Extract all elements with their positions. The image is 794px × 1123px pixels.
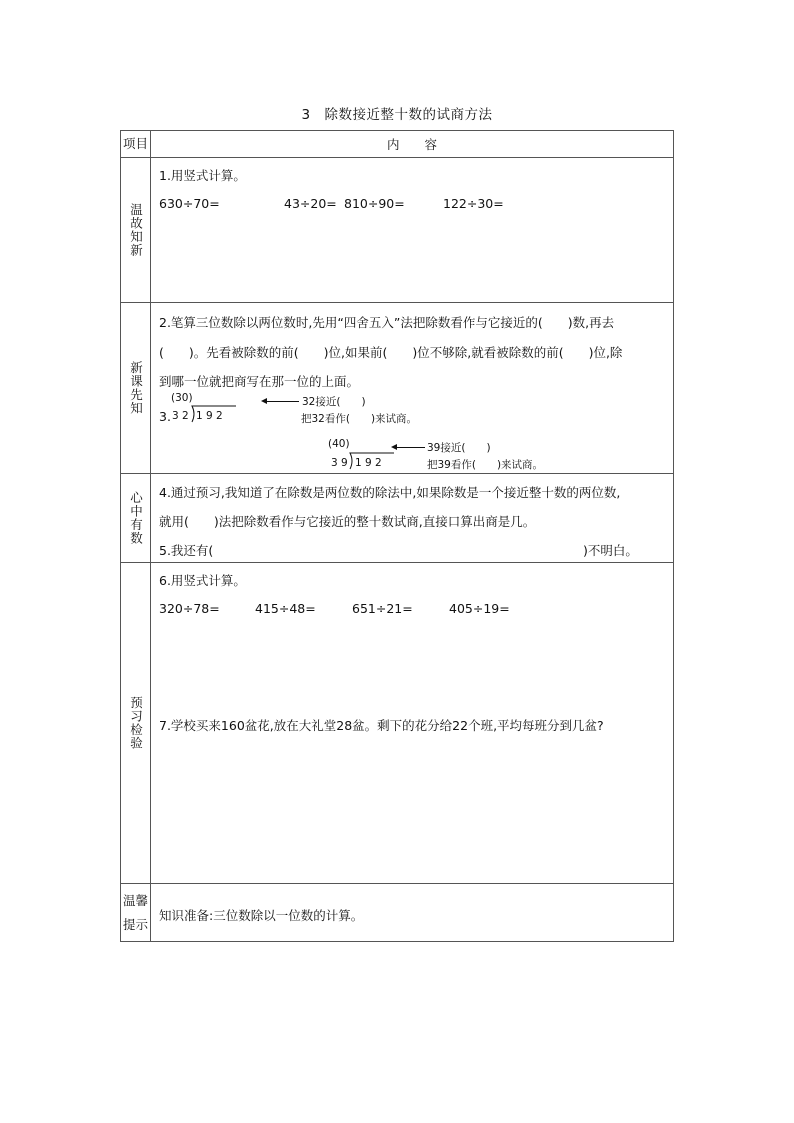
instruction-6: 6.用竖式计算。 bbox=[159, 573, 246, 588]
section-content bbox=[151, 563, 674, 884]
problem: 405÷19= bbox=[449, 601, 510, 616]
example-2-dividend: 1 9 2 bbox=[355, 457, 382, 469]
example-2-divisor: 3 9 bbox=[331, 457, 348, 469]
example-2-note-1: 39接近( ) bbox=[427, 442, 491, 454]
tip-label-line-2: 提示 bbox=[122, 916, 148, 932]
arrowhead-icon bbox=[391, 444, 397, 450]
section-label: 温故知新 bbox=[121, 158, 151, 303]
problem: 320÷78= bbox=[159, 601, 220, 616]
tip-text: 知识准备:三位数除以一位数的计算。 bbox=[159, 908, 364, 923]
arrowhead-icon bbox=[261, 398, 267, 404]
header-item: 项目 bbox=[121, 131, 151, 158]
section-label: 心中有数 bbox=[121, 474, 151, 563]
arrow-icon bbox=[263, 401, 299, 402]
example-1-prefix: 3. bbox=[159, 409, 171, 424]
question-2-line: 到哪一位就把商写在那一位的上面。 bbox=[159, 374, 360, 389]
section-label: 新课先知 bbox=[121, 303, 151, 474]
page-title bbox=[0, 103, 794, 123]
section-tips bbox=[121, 884, 674, 942]
section-label bbox=[121, 884, 151, 942]
section-self-check bbox=[121, 474, 674, 563]
question-2-line: 2.笔算三位数除以两位数时,先用“四舍五入”法把除数看作与它接近的( )数,再去 bbox=[159, 315, 615, 330]
header-content: 内 容 bbox=[151, 131, 674, 158]
question-4-line: 4.通过预习,我知道了在除数是两位数的除法中,如果除数是一个接近整十数的两位数, bbox=[159, 485, 621, 500]
question-2-line: ( )。先看被除数的前( )位,如果前( )位不够除,就看被除数的前( )位,除 bbox=[159, 345, 623, 360]
question-4-line: 就用( )法把除数看作与它接近的整十数试商,直接口算出商是几。 bbox=[159, 514, 536, 529]
section-new-lesson bbox=[121, 303, 674, 474]
example-1-note-1: 32接近( ) bbox=[302, 396, 366, 408]
arrow-icon bbox=[393, 447, 425, 448]
section-label: 预习检验 bbox=[121, 563, 151, 884]
question-7: 7.学校买来160盆花,放在大礼堂28盆。剩下的花分给22个班,平均每班分到几盆? bbox=[159, 718, 604, 733]
problem: 630÷70= bbox=[159, 196, 220, 211]
section-preview-test bbox=[121, 563, 674, 884]
problem: 651÷21= bbox=[352, 601, 413, 616]
title-text: 除数接近整十数的试商方法 bbox=[324, 107, 493, 123]
section-content bbox=[151, 158, 674, 303]
tip-label-line-1: 温馨 bbox=[122, 892, 148, 908]
problem: 415÷48= bbox=[255, 601, 316, 616]
table-header-row bbox=[121, 131, 674, 158]
example-2-note-2: 把39看作( )来试商。 bbox=[427, 459, 544, 471]
example-1-divisor: 3 2 bbox=[172, 410, 189, 422]
problem: 43÷20= bbox=[284, 196, 337, 211]
example-1-note-2: 把32看作( )来试商。 bbox=[301, 413, 418, 425]
section-content bbox=[151, 474, 674, 563]
section-review bbox=[121, 158, 674, 303]
question-5-end: )不明白。 bbox=[583, 543, 638, 558]
example-1-dividend: 1 9 2 bbox=[196, 410, 223, 422]
question-5-start: 5.我还有( bbox=[159, 543, 214, 558]
instruction-1: 1.用竖式计算。 bbox=[159, 168, 246, 183]
problem: 810÷90= bbox=[344, 196, 405, 211]
section-content bbox=[151, 303, 674, 474]
example-2-quotient: (40) bbox=[328, 438, 350, 450]
problem: 122÷30= bbox=[443, 196, 504, 211]
title-number: 3 bbox=[301, 107, 311, 123]
example-1-quotient: (30) bbox=[171, 392, 193, 404]
section-content bbox=[151, 884, 674, 942]
study-table bbox=[120, 130, 674, 942]
